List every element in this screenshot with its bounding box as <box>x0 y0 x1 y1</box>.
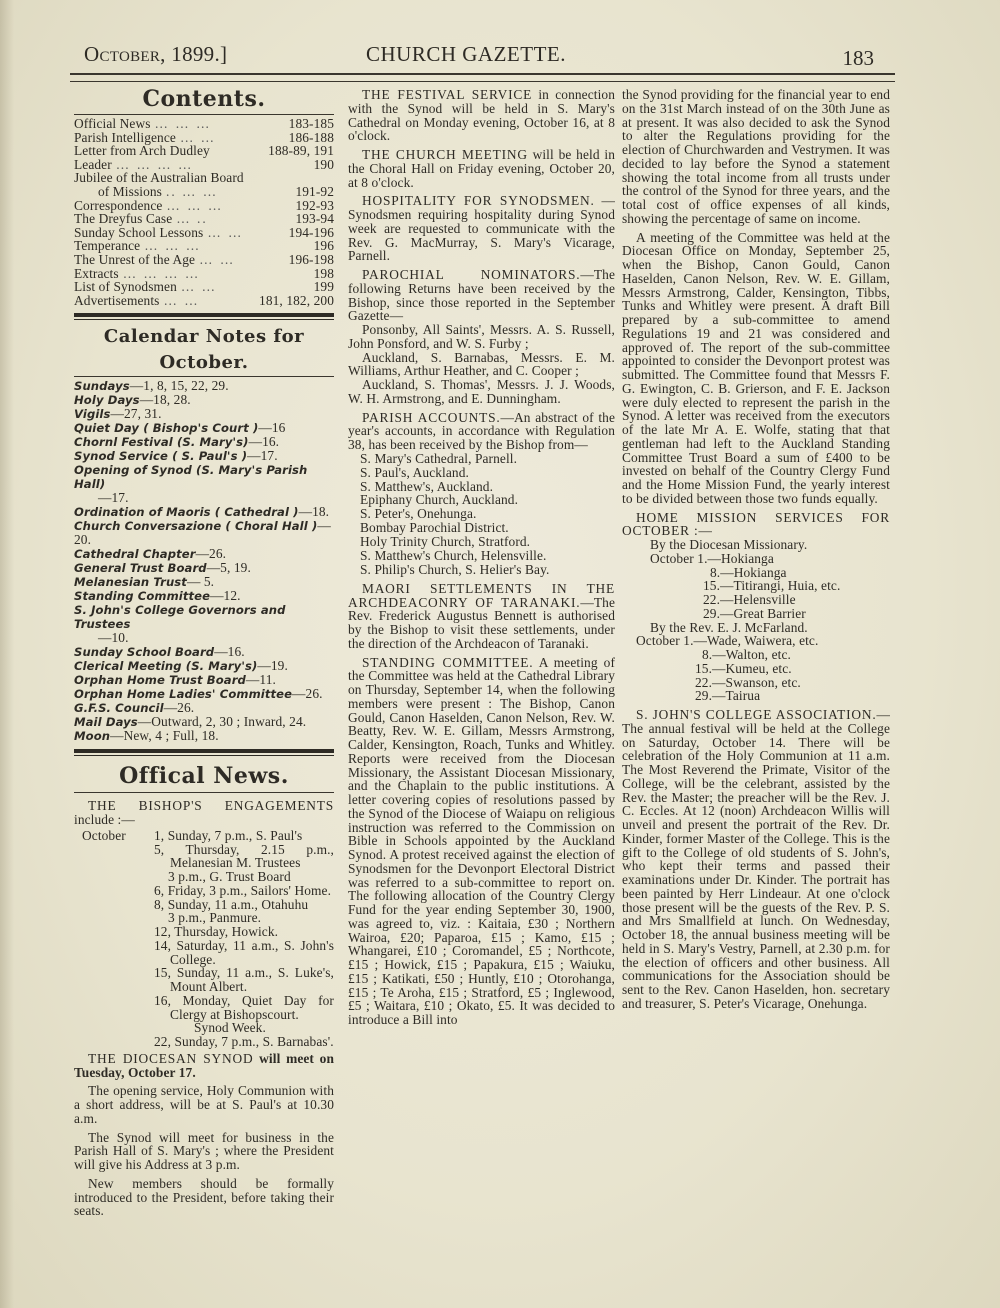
parish-item: Holy Trinity Church, Stratford. <box>360 534 531 550</box>
column-3 <box>622 88 890 1016</box>
engagement: 6, Friday, 3 p.m., Sailors' Home. <box>154 882 332 898</box>
engagement: 14, Saturday, 11 a.m., S. John's College. <box>154 937 334 967</box>
hospitality-notice: HOSPITALITY FOR SYNODSMEN. —Synodsmen requiring hospitality during Synod week are requested to communicate with the Rev. G. MacMurray, S. Mary's Vicarage, Parnell. <box>348 193 615 264</box>
parochial-nominators-notice: PAROCHIAL NOMINATORS.—The following Returns have been received by the Bishop, since those reported in the September Gazette— <box>348 267 615 324</box>
committee-meeting-notice: A meeting of the Committee was held at the Diocesan Office on Monday, September 25, when the Bishop, Canon Gould, Canon Haselden, Canon Nelson, Rev. W. E. Gillam, Messrs Armstrong, Calder, Kensington, Tibbs, Tunks and Whitley were present. A draft Bill prepared by a sub-committee to amend Regulations 19 and 21 was considered and approved of. The report of the sub-committee appointed to consider the Devonport protest was submitted. The Committee found that Messrs F. G. Ewington, C. B. Grierson, and F. E. Jackson were duly elected to represent the parish in the Synod. A letter was received from the executors of the late Mr A. E. Wolfe, stating that that gentleman had left to the Auckland Standing Committee Trust Board a sum of £400 to be invested on behalf of the Country Clergy Fund and the Home Mission Fund, the yearly interest to be divided between those two funds equally. <box>622 229 890 506</box>
calendar-item: G.F.S. Council—26. <box>74 700 195 716</box>
diocesan-synod-notice: THE DIOCESAN SYNOD will meet on Tuesday, October 17. <box>74 1050 335 1080</box>
contents-item: Sunday School Lessons … … 194-196 <box>74 224 334 240</box>
nominator-return: Auckland, S. Barnabas, Messrs. E. M. Williams, Arthur Heather, and C. Cooper ; <box>348 349 615 379</box>
engagement: 3 p.m., G. Trust Board <box>168 869 291 885</box>
parish-item: S. Peter's, Onehunga. <box>360 506 477 522</box>
nominator-return: Ponsonby, All Saints', Messrs. A. S. Russell, John Ponsford, and W. S. Furby ; <box>348 322 615 351</box>
parish-item: S. Paul's, Auckland. <box>360 464 469 480</box>
engagement: 5, Thursday, 2.15 p.m., Melanesian M. Trustees <box>154 841 334 871</box>
contents-item: Temperance … … … 196 <box>74 238 334 254</box>
contents-item: Parish Intelligence … … 186-188 <box>74 129 334 145</box>
contents-item: List of Synodsmen … … 199 <box>74 279 334 295</box>
running-head <box>84 42 884 72</box>
divider <box>74 313 334 320</box>
engagement: 22, Sunday, 7 p.m., S. Barnabas'. <box>154 1034 334 1050</box>
mission-entry: 22.—Swanson, etc. <box>695 674 801 690</box>
parish-item: S. Mary's Cathedral, Parnell. <box>360 450 518 466</box>
calendar-item: Clerical Meeting (S. Mary's)—19. <box>74 658 288 674</box>
calendar-list <box>74 379 334 743</box>
standing-committee-notice: STANDING COMMITTEE. A meeting of the Committee was held at the Cathedral Library on Thursday, September 14, when the following members were present : The Bishop, Canon Gould, Canon Haselden, Canon Nelson, Rev. W. Beatty, Rev. W. E. Gillam, Messrs Armstrong, Calder, Kensington, Roach, Tunks and Whitley. Reports were received from the Diocesan Missionary, the Assistant Diocesan Missionary, and the Chaplain to the public institutions. A letter covering copies of resolutions passed by the Synod of the Diocese of Waiapu on religious instruction was referred to the Commission on Bible in Schools appointed by the Auckland Synod. A protest received against the election of Synodsmen for the Devonport Electoral District was referred to a sub-committee to report on. The following allocation of the Country Clergy Fund for the year ending September 30, 1900, was agreed to, viz. : Kaitaia, £30 ; Northern Wairoa, £20; Paparoa, £15 ; Kamo, £15 ; Whangarei, £10 ; Coromandel, £5 ; Northcote, £15 ; Howick, £15 ; Papakura, £15 ; Waiuku, £15 ; Katikati, £50 ; Huntly, £10 ; Otorohanga, £15 ; Te Aroha, £15 ; Stratford, £5 ; Inglewood, £5 ; Waitara, £10 ; Okato, £5. It was decided to introduce a Bill into <box>348 654 615 1028</box>
parish-item: S. Matthew's Church, Helensville. <box>360 548 547 564</box>
festival-service-notice: THE FESTIVAL SERVICE in connection with the Synod will be held in S. Mary's Cathedral on Monday evening, October 16, at 8 o'clock. <box>348 87 615 144</box>
mission-entry: 29.—Tairua <box>695 688 761 704</box>
engagement: 15, Sunday, 11 a.m., S. Luke's, Mount Albert. <box>154 965 334 995</box>
calendar-item: Vigils—27, 31. <box>74 406 162 422</box>
calendar-item: Melanesian Trust— 5. <box>74 574 215 590</box>
calendar-item: Orphan Home Trust Board—11. <box>74 672 276 688</box>
contents-list <box>74 117 334 307</box>
calendar-item: Sundays—1, 8, 15, 22, 29. <box>74 378 229 394</box>
divider <box>74 376 334 377</box>
calendar-item: Ordination of Maoris ( Cathedral )—18. <box>74 504 330 520</box>
contents-item: The Dreyfus Case … .. 193-94 <box>74 211 334 227</box>
engagement: Synod Week. <box>194 1020 266 1036</box>
page-number: 183 <box>842 46 874 70</box>
divider <box>74 114 334 115</box>
contents-item: The Unrest of the Age … … 196-198 <box>74 251 334 267</box>
parish-list <box>348 452 615 577</box>
home-mission-schedule <box>622 538 890 703</box>
calendar-item: Sunday School Board—16. <box>74 644 245 660</box>
calendar-item: Church Conversazione ( Choral Hall )—20. <box>74 518 331 548</box>
engagement: 3 p.m., Panmure. <box>168 910 262 926</box>
contents-item: Correspondence … … … 192-93 <box>74 197 334 213</box>
calendar-item: General Trust Board—5, 19. <box>74 560 251 576</box>
mission-entry: 8.—Hokianga <box>710 564 787 580</box>
bishops-engagements-intro: THE BISHOP'S ENGAGEMENTS include :— <box>74 798 334 828</box>
calendar-item: Synod Service ( S. Paul's )—17. <box>74 448 278 464</box>
header-rule <box>70 73 895 82</box>
calendar-item: Quiet Day ( Bishop's Court )—16 <box>74 420 286 436</box>
page-edge-shadow <box>0 0 14 1308</box>
engagement: 1, Sunday, 7 p.m., S. Paul's <box>154 827 303 843</box>
mission-entry: October 1.—Hokianga <box>650 550 774 566</box>
mission-entry: 22.—Helensville <box>703 592 796 607</box>
mission-entry: October 1.—Wade, Waiwera, etc. <box>636 633 819 649</box>
calendar-item: Chornl Festival (S. Mary's)—16. <box>74 434 280 450</box>
contents-item: Official News … … … 183-185 <box>74 116 334 131</box>
parish-item: Bombay Parochial District. <box>360 520 509 536</box>
contents-item: Jubilee of the Australian Board <box>74 170 244 186</box>
contents-item: Letter from Arch Dudley 188-89, 191 <box>74 143 334 159</box>
calendar-item: Standing Committee—12. <box>74 588 241 604</box>
publication-title: CHURCH GAZETTE. <box>366 42 566 66</box>
calendar-item: Cathedral Chapter—26. <box>74 546 227 562</box>
calendar-item: Orphan Home Ladies' Committee—26. <box>74 686 323 702</box>
missionary-label: By the Rev. E. J. McFarland. <box>650 619 808 635</box>
parish-accounts-notice: PARISH ACCOUNTS.—An abstract of the year's accounts, in accordance with Regulation 38, has been received by the Bishop from— <box>348 409 615 452</box>
parish-item: S. Philip's Church, S. Helier's Bay. <box>360 562 550 577</box>
mission-entry: 15.—Kumeu, etc. <box>695 660 792 676</box>
mission-entry: 8.—Walton, etc. <box>702 647 791 662</box>
mission-entry: 15.—Titirangi, Huia, etc. <box>703 578 841 594</box>
missionary-label: By the Diocesan Missionary. <box>650 537 808 552</box>
home-mission-heading: HOME MISSION SERVICES FOR OCTOBER :— <box>622 509 890 539</box>
calendar-item: Holy Days—18, 28. <box>74 392 191 408</box>
column-1 <box>74 84 334 1223</box>
contents-item: Extracts … … … … 198 <box>74 265 334 281</box>
bishops-engagements: October 1, Sunday, 7 p.m., S. Paul's 5, Thursday, 2.15 p.m., Melanesian M. Trustees 3 p.m., G. Trust Board 6, Friday, 3 p.m., Sailors' Home. 8, Sunday, 11 a.m., Otahuhu 3 p.m., Panmure. 12, Thursday, Howick. 14, Saturday, 11 a.m., S. John's College. 15, Sunday, 11 a.m., S. Luke's, Mount Albert. 16, Monday, Quiet Day for Clergy at Bishopscourt. Synod Week. 22, Sunday, 7 p.m., S. Barnabas'. <box>82 827 334 1050</box>
contents-item: Leader … … … … 190 <box>74 156 334 172</box>
calendar-heading: Calendar Notes for October. <box>103 326 305 374</box>
calendar-item: S. John's College Governors and Trustees —10. <box>74 603 286 646</box>
st-johns-college-notice: S. JOHN'S COLLEGE ASSOCIATION.—The annual festival will be held at the College on Saturday, October 14. There will be celebration of the Holy Communion at 11 a.m. The Most Reverend the Primate, Visitor of the College, will be the celebrant, assisted by the Rev. the Master; the preacher will be the Rev. J. C. Eccles. At 12 (noon) Archdeacon Willis will unveil and present the portrait of the Rev. Dr. Kinder, former Master of the College. This is the gift to the College of old students of S. John's, who kept their terms and passed their examinations under Dr. Kinder. The portrait has been painted by Herr Lindeaur. At one o'clock those present will be the guests of the Rev. P. S. and Mrs Smallfield at lunch. On Wednesday, October 18, the annual business meeting will be held in S. Mary's Vestry, Parnell, at 2.30 p.m. for the election of officers and other business. All communications for the Association should be sent to the Rev. Canon Haselden, hon. secretary and treasurer, S. Peter's Vicarage, Onehunga. <box>622 707 890 1011</box>
contents-item: Advertisements … … 181, 182, 200 <box>74 292 334 308</box>
standing-committee-continued: the Synod providing for the financial year to end on the 31st March instead of on the 30th June as at present. It was also decided to ask the Synod to alter the Regulations providing for the election of Churchwarden and Vestrymen. It was decided to lay before the Synod a statement showing the total income from all trusts under the control of the Synod for three years, and the total cost of office expenses of all kinds, showing the percentage of same on income. <box>622 87 890 226</box>
calendar-item: Opening of Synod (S. Mary's Parish Hall) —17. <box>74 463 308 506</box>
divider <box>74 749 334 756</box>
column-2 <box>348 88 615 1032</box>
maori-settlements-notice: MAORI SETTLEMENTS IN THE ARCHDEACONRY OF TARANAKI.—The Rev. Frederick Augustus Bennett is authorised by the Bishop to visit these settlements, under the direction of the Archdeacon of Taranaki. <box>348 580 615 651</box>
contents-heading: Contents. <box>142 86 266 112</box>
calendar-item: Mail Days—Outward, 2, 30 ; Inward, 24. <box>74 714 307 730</box>
church-meeting-notice: THE CHURCH MEETING will be held in the Choral Hall on Friday evening, October 20, at 8 o'clock. <box>348 147 615 190</box>
paragraph: The opening service, Holy Communion with a short address, will be at S. Paul's at 10.30 a.m. <box>74 1083 334 1126</box>
issue-date: October, 1899.] <box>84 42 228 66</box>
nominator-return: Auckland, S. Thomas', Messrs. J. J. Woods, W. H. Armstrong, and E. Dunningham. <box>348 377 615 406</box>
engagement: 12, Thursday, Howick. <box>154 924 279 940</box>
parish-item: Epiphany Church, Auckland. <box>360 492 519 508</box>
contents-item: of Missions .. … … 191-92 <box>98 183 334 199</box>
official-news-heading: Offical News. <box>119 763 289 790</box>
divider <box>74 792 334 793</box>
calendar-item: Moon—New, 4 ; Full, 18. <box>74 728 219 744</box>
mission-entry: 29.—Great Barrier <box>703 605 806 621</box>
paragraph: New members should be formally introduced to the President, before taking their seats. <box>74 1175 334 1219</box>
engagement: 8, Sunday, 11 a.m., Otahuhu <box>154 896 309 912</box>
parish-item: S. Matthew's, Auckland. <box>360 478 494 494</box>
engagement: 16, Monday, Quiet Day for Clergy at Bishopscourt. <box>154 992 334 1022</box>
paragraph: The Synod will meet for business in the Parish Hall of S. Mary's ; where the President will give his Address at 3 p.m. <box>74 1129 334 1173</box>
